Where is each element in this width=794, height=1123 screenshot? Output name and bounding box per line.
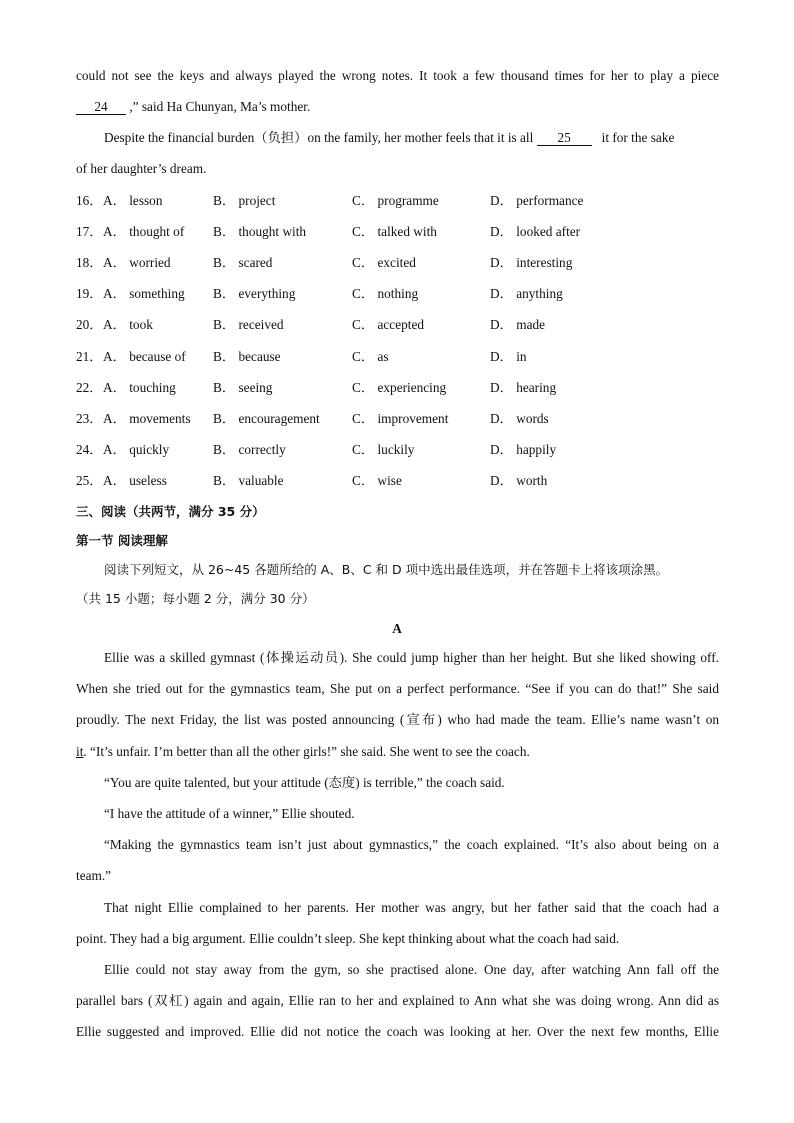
passage-p3: “I have the attitude of a winner,” Ellie shouted. [104, 806, 355, 821]
underlined-word-it: it [76, 744, 84, 759]
option-c[interactable]: C． accepted [352, 317, 424, 332]
option-a[interactable]: A． something [103, 286, 185, 301]
question-row-23 [76, 410, 719, 428]
option-b[interactable]: B． encouragement [213, 411, 320, 426]
option-b[interactable]: B． received [213, 317, 284, 332]
question-number: 17． [76, 224, 103, 239]
question-number: 18． [76, 255, 103, 270]
option-a[interactable]: A． touching [103, 380, 176, 395]
option-c[interactable]: C． improvement [352, 411, 449, 426]
instructions-line-1: 阅读下列短文，从 26~45 各题所给的 A、B、C 和 D 项中选出最佳选项，并在答题卡上将该项涂黑。 [104, 562, 669, 577]
option-a[interactable]: A． useless [103, 473, 167, 488]
passage-p1-line-4-rest: . “It’s unfair. I’m better than all the other girls!” she said. She went to see the coach. [83, 744, 530, 759]
question-number: 21． [76, 349, 103, 364]
question-row-17 [76, 223, 719, 241]
passage-p4-line-2: team.” [76, 868, 112, 883]
question-number: 16． [76, 193, 103, 208]
passage-p5-line-2: point. They had a big argument. Ellie couldn’t sleep. She kept thinking about what the coach had said. [76, 931, 620, 946]
question-number: 19． [76, 286, 103, 301]
passage-p1-line-1: Ellie was a skilled gymnast (体操运动员). She could jump higher than her height. But she liked showing off. [104, 650, 719, 665]
question-number: 24． [76, 442, 103, 457]
passage-p1-line-4 [76, 743, 719, 761]
option-a[interactable]: A． because of [103, 349, 186, 364]
cloze-text-line-3-pre: Despite the financial burden（负担）on the family, her mother feels that it is all [104, 130, 537, 145]
question-row-21 [76, 348, 719, 366]
question-number: 23． [76, 411, 103, 426]
option-b[interactable]: B． thought with [213, 224, 307, 239]
passage-p6-line-1: Ellie could not stay away from the gym, so she practised alone. One day, after watching Ann fall off the [104, 962, 719, 977]
cloze-text-line-3-post: it for the sake [591, 130, 675, 145]
question-row-20 [76, 316, 719, 334]
cloze-text-line-3 [104, 129, 719, 147]
option-a[interactable]: A． took [103, 317, 153, 332]
passage-p6-line-2: parallel bars (双杠) again and again, Ellie ran to her and explained to Ann what she was doing wrong. Ann did as [76, 993, 719, 1008]
question-row-25 [76, 472, 719, 490]
question-row-24 [76, 441, 719, 459]
option-b[interactable]: B． because [213, 349, 281, 364]
instructions-line-2: （共 15 小题；每小题 2 分，满分 30 分） [76, 591, 315, 606]
question-number: 25． [76, 473, 103, 488]
option-d[interactable]: D． performance [490, 193, 584, 208]
option-a[interactable]: A． worried [103, 255, 171, 270]
option-b[interactable]: B． project [213, 193, 276, 208]
passage-p4-line-1: “Making the gymnastics team isn’t just about gymnastics,” the coach explained. “It’s also about being on a [104, 837, 719, 852]
option-c[interactable]: C． talked with [352, 224, 437, 239]
passage-p1-line-3: proudly. The next Friday, the list was posted announcing (宣布) who had made the team. Ellie’s name wasn’t on [76, 712, 719, 727]
option-c[interactable]: C． nothing [352, 286, 419, 301]
option-c[interactable]: C． as [352, 349, 389, 364]
option-b[interactable]: B． seeing [213, 380, 273, 395]
option-a[interactable]: A． thought of [103, 224, 185, 239]
option-d[interactable]: D． made [490, 317, 546, 332]
option-c[interactable]: C． luckily [352, 442, 415, 457]
option-b[interactable]: B． valuable [213, 473, 284, 488]
option-d[interactable]: D． looked after [490, 224, 581, 239]
option-d[interactable]: D． hearing [490, 380, 557, 395]
question-number: 22． [76, 380, 103, 395]
option-d[interactable]: D． words [490, 411, 549, 426]
question-row-16 [76, 192, 719, 210]
passage-label: A [392, 621, 402, 636]
passage-p1-line-2: When she tried out for the gymnastics team, She put on a perfect performance. “See if you can do that!” She said [76, 681, 719, 696]
passage-p6-line-3: Ellie suggested and improved. Ellie did not notice the coach was looking at her. Over the next few months, Ellie [76, 1024, 719, 1039]
section-title: 三、阅读（共两节，满分 35 分） [76, 504, 265, 519]
question-row-19 [76, 285, 719, 303]
option-d[interactable]: D． worth [490, 473, 548, 488]
option-c[interactable]: C． programme [352, 193, 439, 208]
option-a[interactable]: A． movements [103, 411, 191, 426]
option-c[interactable]: C． excited [352, 255, 416, 270]
cloze-text-line-4: of her daughter’s dream. [76, 161, 207, 176]
option-c[interactable]: C． experiencing [352, 380, 447, 395]
question-number: 20． [76, 317, 103, 332]
option-a[interactable]: A． quickly [103, 442, 170, 457]
subsection-title: 第一节 阅读理解 [76, 533, 168, 548]
cloze-text-line-2 [76, 98, 719, 116]
option-d[interactable]: D． interesting [490, 255, 573, 270]
option-c[interactable]: C． wise [352, 473, 402, 488]
option-d[interactable]: D． in [490, 349, 527, 364]
question-row-18 [76, 254, 719, 272]
option-d[interactable]: D． happily [490, 442, 557, 457]
option-d[interactable]: D． anything [490, 286, 563, 301]
blank-24: 24 [76, 100, 126, 115]
option-b[interactable]: B． correctly [213, 442, 286, 457]
option-a[interactable]: A． lesson [103, 193, 163, 208]
option-b[interactable]: B． everything [213, 286, 296, 301]
cloze-text-line-2-rest: ,” said Ha Chunyan, Ma’s mother. [126, 99, 311, 114]
cloze-text-line-1: could not see the keys and always played the wrong notes. It took a few thousand times for her to play a piece [76, 68, 719, 83]
option-b[interactable]: B． scared [213, 255, 273, 270]
question-row-22 [76, 379, 719, 397]
passage-p2: “You are quite talented, but your attitude (态度) is terrible,” the coach said. [104, 775, 505, 790]
blank-25: 25 [537, 131, 592, 146]
passage-p5-line-1: That night Ellie complained to her parents. Her mother was angry, but her father said that the coach had a [104, 900, 719, 915]
